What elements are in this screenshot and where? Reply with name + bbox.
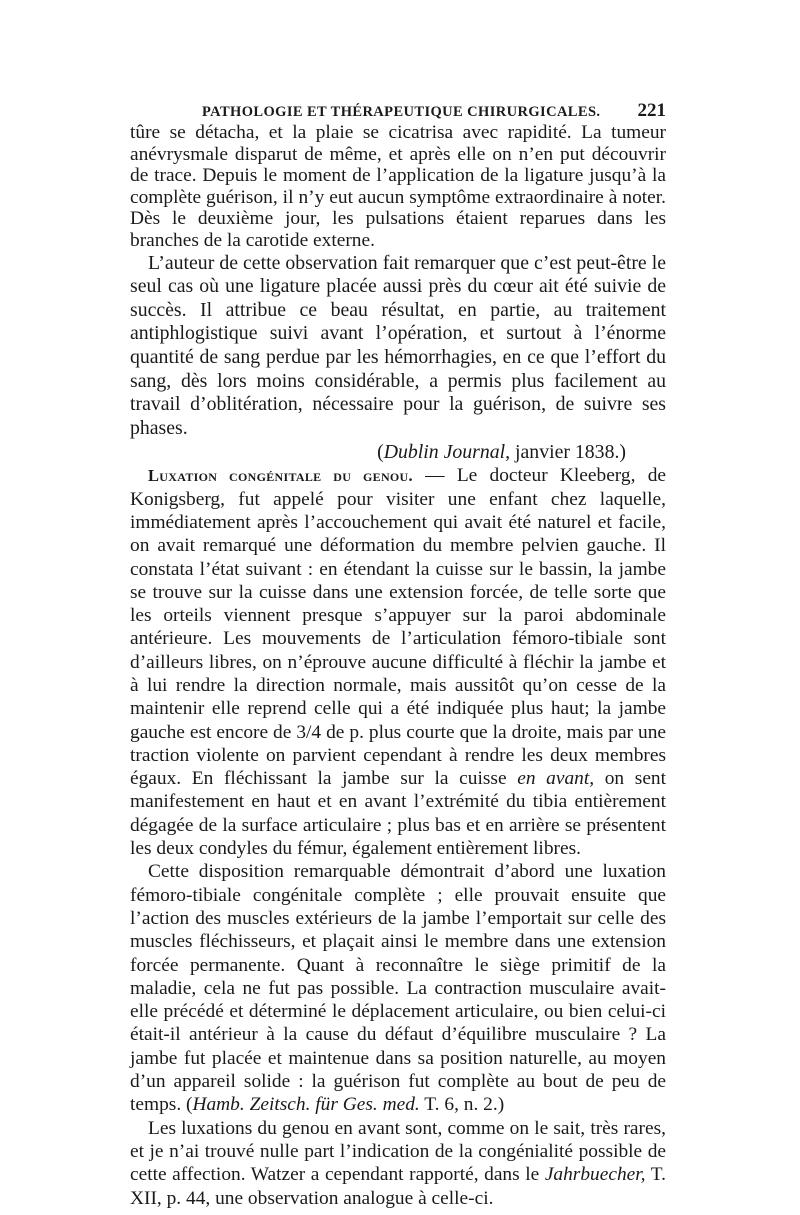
page-header xyxy=(130,100,666,122)
page-number: 221 xyxy=(637,100,666,121)
running-head: PATHOLOGIE ET THÉRAPEUTIQUE CHIRURGICALES. xyxy=(202,104,601,120)
rarity-text-a: Les luxations du genou en avant sont, comme on le sait, très rares, et je n’ai trouvé nulle part l’indication de la congénialité possible de cette affection. Watzer a cependant rapporté, dans le xyxy=(130,1117,666,1186)
disposition-text-b: T. 6, n. 2.) xyxy=(419,1094,505,1116)
rarity-text-b: T. XII, p. 44, une observation analogue à celle-ci. xyxy=(130,1164,666,1209)
paragraph-aneurysm-outcome: tûre se détacha, et la plaie se cicatrisa avec rapidité. La tumeur anévrysmale disparut de même, et après elle on n’en put découvrir de trace. Depuis le moment de l’application de la ligature jusqu’à la complète guérison, il n’y eut aucun symptôme extraordinaire à noter. Dès le deuxième jour, les pulsations étaient reparues dans les branches de la carotide externe. xyxy=(130,122,666,251)
citation-date: janvier 1838.) xyxy=(515,441,626,464)
citation-open-paren: ( xyxy=(377,441,384,464)
knee-text-a: Le docteur Kleeberg, de Konigsberg, fut appelé pour visiter une enfant chez laquelle, immédiatement après l’accouchement qui avait été naturel et facile, on avait remarqué une déformation du membre pelvien gauche. Il constata l’état suivant : en étendant la cuisse sur le bassin, la jambe se trouve sur la cuisse dans une extension forcée, de telle sorte que les orteils viennent presque s’appuyer sur la paroi abdominale antérieure. Les mouvements de l’articulation fémoro-tibiale sont d’ailleurs libres, on n’éprouve aucune difficulté à fléchir la jambe et à lui rendre la direction normale, mais aussitôt qu’on cesse de la maintenir elle reprend celle qui a été indiquée plus haut; la jambe gauche est encore de 3/4 de p. plus courte que la droite, mais par une traction violente on parvient cependant à rendre les deux membres égaux. En fléchissant la jambe sur la cuisse xyxy=(130,465,666,790)
disposition-reference: Hamb. Zeitsch. für Ges. med. xyxy=(192,1094,420,1116)
paragraph-luxation-rarity xyxy=(130,1117,666,1210)
knee-text-b: on sent manifestement en haut et en avant l’extrémité du tibia entièrement dégagée de la surface articulaire ; plus bas et en arrière se présentent les deux condyles du fémur, également entièrement libres. xyxy=(130,768,667,860)
heading-dash: — xyxy=(412,465,457,487)
paragraph-disposition xyxy=(130,860,666,1116)
paragraph-knee-luxation xyxy=(130,464,666,860)
disposition-text-a: Cette disposition remarquable démontrait d’abord une luxation fémoro-tibiale congénitale complète ; elle prouvait ensuite que l’action des muscles extérieurs de la jambe l’emportait sur celle des muscles fléchisseurs, et plaçait ainsi le membre dans une extension forcée permanente. Quant à reconnaître le siège primitif de la maladie, cela ne fut pas possible. La contraction musculaire avait-elle précédé et déterminé le déplacement articulaire, ou bien celui-ci était-il antérieur à la cause du défaut d’équilibre musculaire ? La jambe fut placée et maintenue dans sa position naturelle, au moyen d’un appareil solide : la guérison fut complète au bout de peu de temps. ( xyxy=(130,861,666,1116)
citation-source: Dublin Journal, xyxy=(383,441,511,464)
paragraph-author-remarks: L’auteur de cette observation fait remarquer que c’est peut-être le seul cas où une ligature placée aussi près du cœur ait été suivie de succès. Il attribue ce beau résultat, en partie, au traitement antiphlogistique suivi avant l’opération, et surtout à l’énorme quantité de sang perdue par les hémorrhagies, en ce que l’effort du sang, dès lors moins considérable, a permis plus facilement au travail d’oblitération, nécessaire pour la guérison, de suivre ses phases. xyxy=(130,251,666,439)
citation-dublin-journal xyxy=(130,440,666,464)
rarity-reference: Jahrbuecher, xyxy=(544,1164,646,1186)
section-heading: Luxation congénitale du genou. xyxy=(148,466,413,486)
knee-italic-phrase: en avant, xyxy=(517,768,595,790)
page-body xyxy=(130,122,666,1210)
